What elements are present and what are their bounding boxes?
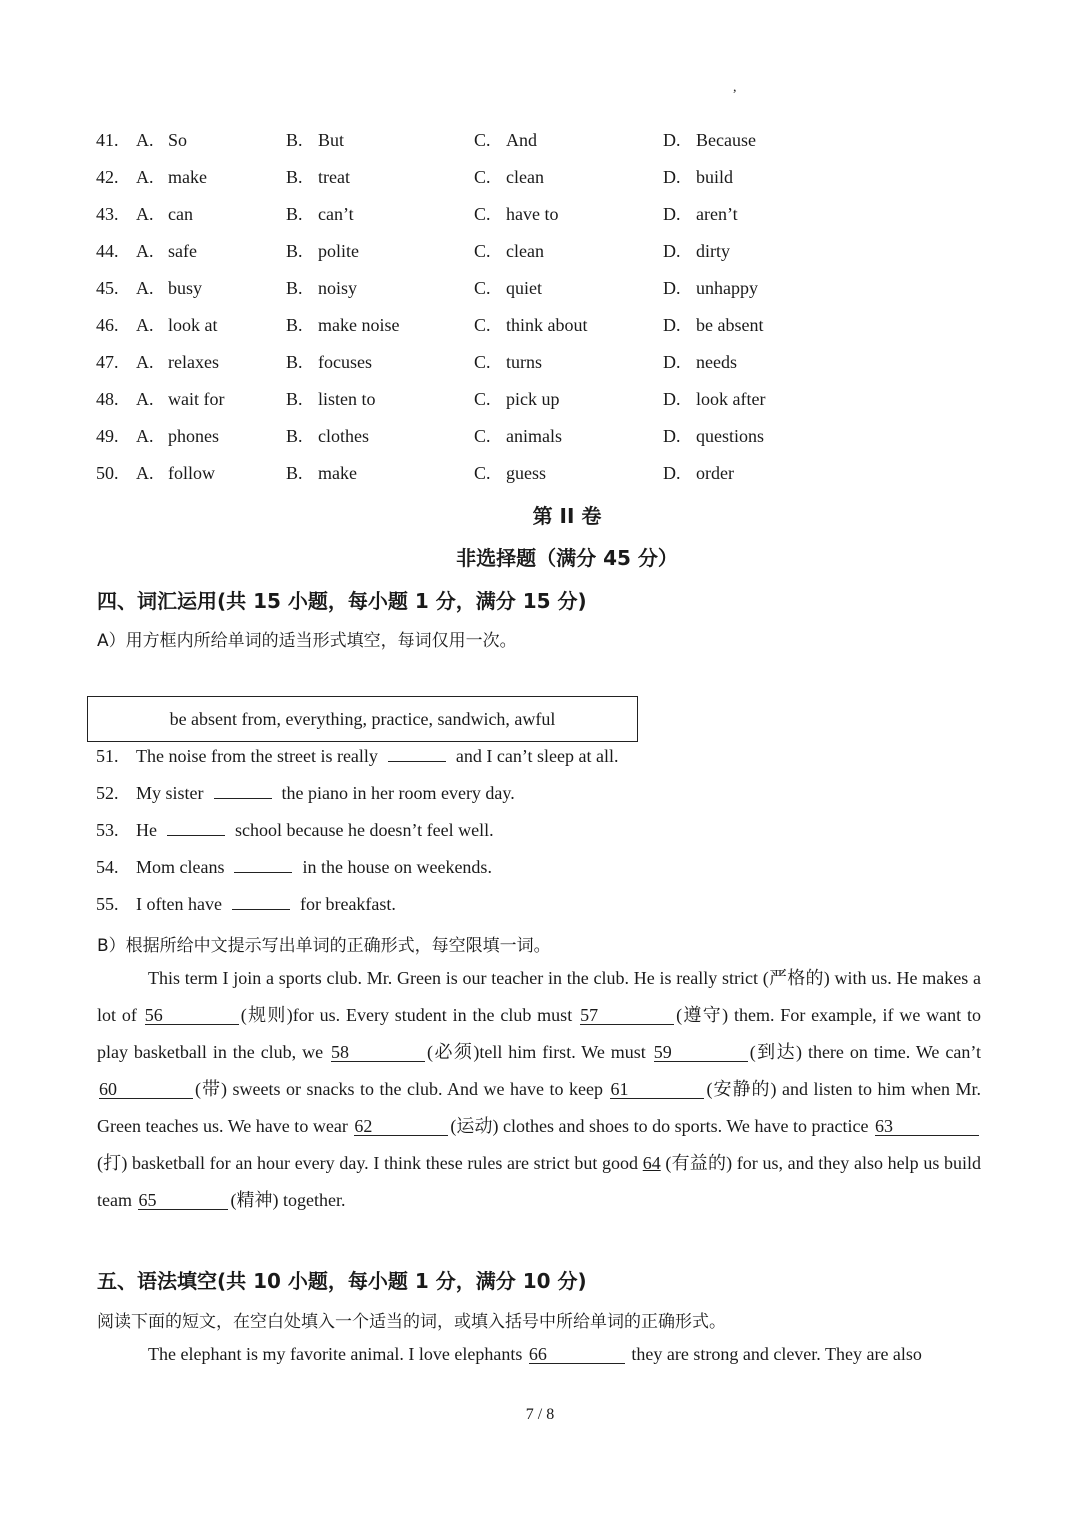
option-text: clean: [506, 167, 544, 187]
option-letter: B.: [286, 426, 303, 446]
question-number: 52.: [96, 783, 119, 803]
blank-63: 63: [875, 1117, 979, 1136]
question-number: 55.: [96, 894, 119, 914]
option-text: clothes: [318, 426, 369, 446]
option-letter: C.: [474, 241, 491, 261]
option-text: needs: [696, 352, 737, 372]
passage-text-3: (遵守) them. For example, if we want to play basketball in the club, we: [97, 1005, 982, 1062]
blank-58: 58: [331, 1043, 425, 1062]
option-letter: B.: [286, 463, 303, 483]
option-text: be absent: [696, 315, 764, 335]
word-box-text: be absent from, everything, practice, sandwich, awful: [169, 708, 556, 729]
question-number: 48.: [96, 389, 119, 409]
option-text: make noise: [318, 315, 400, 335]
blank-59: 59: [654, 1043, 748, 1062]
fill-question: [96, 857, 492, 878]
option-letter: A.: [136, 426, 154, 446]
mc-row: [0, 389, 1080, 419]
option-text: think about: [506, 315, 588, 335]
option-text: turns: [506, 352, 542, 372]
question-text-after: and I can’t sleep at all.: [455, 746, 619, 766]
option-letter: A.: [136, 315, 154, 335]
question-number: 46.: [96, 315, 119, 335]
question-text-after: school because he doesn’t feel well.: [235, 820, 494, 840]
option-letter: B.: [286, 167, 303, 187]
option-letter: D.: [663, 426, 681, 446]
blank-56: 56: [145, 1006, 239, 1025]
option-letter: A.: [136, 241, 154, 261]
question-text-before: He: [136, 820, 157, 840]
passage-paragraph: [97, 960, 981, 1219]
passage-text-5: (到达) there on time. We can’t: [749, 1042, 981, 1062]
question-number: 49.: [96, 426, 119, 446]
fill-question: [96, 783, 515, 804]
blank-57: 57: [580, 1006, 674, 1025]
question-text-before: My sister: [136, 783, 204, 803]
option-letter: D.: [663, 167, 681, 187]
option-text: dirty: [696, 241, 730, 261]
option-letter: D.: [663, 315, 681, 335]
option-letter: A.: [136, 167, 154, 187]
mc-row: [0, 130, 1080, 160]
question-number: 41.: [96, 130, 119, 150]
question-number: 45.: [96, 278, 119, 298]
mc-row: [0, 167, 1080, 197]
option-text: look at: [168, 315, 218, 335]
question-text-before: Mom cleans: [136, 857, 225, 877]
passage-text-2: (规则)for us. Every student in the club must: [240, 1005, 573, 1025]
mc-row: [0, 204, 1080, 234]
option-letter: C.: [474, 352, 491, 372]
answer-blank: [232, 895, 290, 910]
answer-blank: [167, 821, 225, 836]
option-text: focuses: [318, 352, 372, 372]
option-letter: C.: [474, 167, 491, 187]
option-letter: D.: [663, 463, 681, 483]
mc-row: [0, 463, 1080, 493]
option-letter: B.: [286, 389, 303, 409]
grammar-passage: [97, 1336, 981, 1373]
question-text-before: I often have: [136, 894, 222, 914]
option-text: relaxes: [168, 352, 219, 372]
question-number: 53.: [96, 820, 119, 840]
blank-66: 66: [529, 1345, 625, 1364]
option-letter: B.: [286, 278, 303, 298]
option-letter: C.: [474, 463, 491, 483]
option-text: safe: [168, 241, 197, 261]
blank-60: 60: [99, 1080, 193, 1099]
blank-61: 61: [610, 1080, 704, 1099]
option-letter: D.: [663, 278, 681, 298]
mc-row: [0, 278, 1080, 308]
option-letter: A.: [136, 130, 154, 150]
question-number: 47.: [96, 352, 119, 372]
section5-heading: 五、语法填空(共 10 小题，每小题 1 分，满分 10 分): [97, 1269, 587, 1293]
option-letter: B.: [286, 241, 303, 261]
option-letter: D.: [663, 389, 681, 409]
option-text: unhappy: [696, 278, 758, 298]
passage-text-6: (带) sweets or snacks to the club. And we have to keep: [195, 1079, 603, 1099]
option-letter: D.: [663, 241, 681, 261]
option-text: build: [696, 167, 734, 187]
section5-instruction: 阅读下面的短文，在空白处填入一个适当的词，或填入括号中所给单词的正确形式。: [97, 1312, 726, 1332]
option-text: aren’t: [696, 204, 738, 224]
section4-partB-instruction: B）根据所给中文提示写出单词的正确形式，每空限填一词。: [97, 936, 551, 956]
option-text: make: [318, 463, 357, 483]
question-text-after: in the house on weekends.: [302, 857, 492, 877]
option-letter: C.: [474, 389, 491, 409]
answer-blank: [388, 747, 446, 762]
passage-text-11: (精神) together.: [230, 1190, 346, 1210]
option-letter: D.: [663, 130, 681, 150]
option-letter: C.: [474, 315, 491, 335]
option-text: animals: [506, 426, 562, 446]
option-letter: C.: [474, 130, 491, 150]
passage-text-1: This term I join a sports club. Mr. Green is our teacher in the club. He is really strict (严格的) with us. He makes a lot of: [97, 968, 981, 1025]
question-number: 44.: [96, 241, 119, 261]
grammar-text-2: they are strong and clever. They are also: [631, 1344, 922, 1364]
option-text: Because: [696, 130, 756, 150]
option-text: pick up: [506, 389, 560, 409]
fill-question: [96, 746, 619, 767]
option-text: guess: [506, 463, 546, 483]
option-letter: A.: [136, 463, 154, 483]
fill-question: [96, 820, 494, 841]
passage-text-8: (运动) clothes and shoes to do sports. We have to practice: [450, 1116, 869, 1136]
option-text: wait for: [168, 389, 225, 409]
option-text: follow: [168, 463, 215, 483]
option-letter: C.: [474, 426, 491, 446]
answer-blank: [234, 858, 292, 873]
passage-text-9: (打) basketball for an hour every day. I think these rules are strict but good: [97, 1153, 639, 1173]
question-number: 50.: [96, 463, 119, 483]
question-text-after: the piano in her room every day.: [281, 783, 515, 803]
option-text: can’t: [318, 204, 354, 224]
option-letter: A.: [136, 204, 154, 224]
option-text: make: [168, 167, 207, 187]
option-text: noisy: [318, 278, 358, 298]
option-text: quiet: [506, 278, 542, 298]
mc-row: [0, 241, 1080, 271]
word-box: [87, 696, 638, 742]
question-number: 54.: [96, 857, 119, 877]
mc-row: [0, 426, 1080, 456]
mc-row: [0, 315, 1080, 345]
volume-title: 第 II 卷: [532, 504, 602, 528]
option-text: treat: [318, 167, 350, 187]
answer-blank: [214, 784, 272, 799]
option-letter: A.: [136, 352, 154, 372]
section4-heading: 四、词汇运用(共 15 小题，每小题 1 分，满分 15 分): [97, 589, 587, 613]
option-text: look after: [696, 389, 766, 409]
option-letter: A.: [136, 278, 154, 298]
passage-text-10: (有益的) for us, and they also help us build team: [97, 1153, 982, 1210]
option-text: polite: [318, 241, 359, 261]
option-text: can: [168, 204, 193, 224]
option-letter: C.: [474, 278, 491, 298]
passage-text-4: (必须)tell him first. We must: [427, 1042, 646, 1062]
page-number: 7 / 8: [525, 1406, 555, 1423]
option-letter: A.: [136, 389, 154, 409]
question-number: 43.: [96, 204, 119, 224]
option-letter: B.: [286, 315, 303, 335]
blank-64: 64: [642, 1153, 661, 1173]
option-text: clean: [506, 241, 544, 261]
option-letter: B.: [286, 130, 303, 150]
option-text: have to: [506, 204, 559, 224]
option-text: And: [506, 130, 537, 150]
question-text-after: for breakfast.: [299, 894, 396, 914]
volume-subtitle: 非选择题（满分 45 分）: [456, 546, 678, 570]
option-letter: D.: [663, 204, 681, 224]
option-letter: C.: [474, 204, 491, 224]
option-letter: B.: [286, 352, 303, 372]
option-text: questions: [696, 426, 765, 446]
blank-62: 62: [354, 1117, 448, 1136]
grammar-text-1: The elephant is my favorite animal. I love elephants: [148, 1344, 523, 1364]
blank-65: 65: [138, 1191, 228, 1210]
question-text-before: The noise from the street is really: [136, 746, 378, 766]
option-letter: B.: [286, 204, 303, 224]
option-text: So: [168, 130, 188, 150]
option-text: But: [318, 130, 345, 150]
passage-text-7: (安静的) and listen to him when Mr. Green teaches us. We have to wear: [97, 1079, 981, 1136]
option-text: order: [696, 463, 734, 483]
question-number: 51.: [96, 746, 119, 766]
option-letter: D.: [663, 352, 681, 372]
question-number: 42.: [96, 167, 119, 187]
option-text: phones: [168, 426, 219, 446]
stray-mark: ,: [733, 80, 737, 95]
fill-question: [96, 894, 396, 915]
section4-partA-instruction: A）用方框内所给单词的适当形式填空，每词仅用一次。: [97, 631, 517, 651]
option-text: busy: [168, 278, 203, 298]
option-text: listen to: [318, 389, 376, 409]
mc-row: [0, 352, 1080, 382]
